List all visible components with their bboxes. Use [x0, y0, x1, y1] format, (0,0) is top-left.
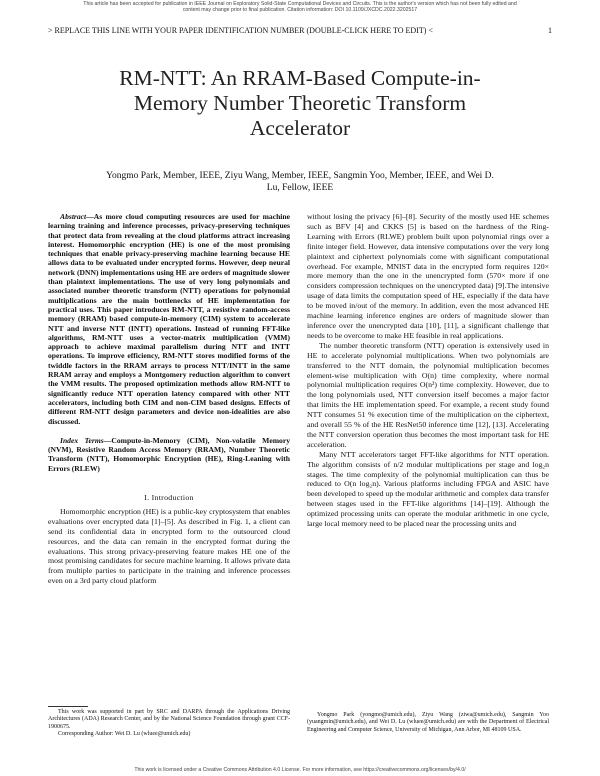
header-identification: > REPLACE THIS LINE WITH YOUR PAPER IDENTIFICATION NUMBER (DOUBLE-CLICK HERE TO EDIT) <	[48, 26, 433, 35]
abstract	[48, 212, 290, 426]
author-list	[60, 170, 540, 194]
banner-line-1: This article has been accepted for publication in IEEE Journal on Exploratory Solid-State Computational Devices and Circuits. This is the author's version which has not been fully edited and	[83, 1, 517, 7]
footnote-affiliations: Yongmo Park (yongmo@umich.edu), Ziyu Wang (ziwa@umich.edu), Sangmin Yoo (yuangmin@umich.edu), and Wei D. Lu (wluee@umich.edu) are with the Department of Electrical Engineering and Computer Science, University of Michigan, Ann Arbor, MI 48109 USA.	[307, 712, 549, 733]
footnote-rule-left	[48, 706, 88, 707]
index-terms	[48, 436, 290, 473]
banner-line-2: content may change prior to final publication. Citation information: DOI 10.1109/JXCDC.2022.3202517	[182, 7, 418, 14]
footnote-right	[307, 712, 549, 734]
abstract-label: Abstract	[60, 212, 87, 221]
right-paragraph-3: Many NTT accelerators target FFT-like algorithms for NTT operation. The algorithm consists of n/2 modular multiplications per stage and log₂n stages. The time complexity of the polynomial multiplication can thus be reduced to O(n log₂n). Various platforms including FPGA and ASIC have been developed to speed up the modular arithmetic and complex data transfer between stages used in the FFT-like algorithms [14]–[19]. Although the optimized processing units can operate the modular arithmetic in one cycle, large local memory need to be placed near the processing units and	[307, 449, 549, 529]
authors-line-1: Yongmo Park, Member, IEEE, Ziyu Wang, Member, IEEE, Sangmin Yoo, Member, IEEE, and Wei D.	[106, 171, 494, 181]
footnote-corresponding-author: Corresponding Author: Wei D. Lu (wluee@umich.edu)	[58, 731, 191, 738]
footnote-left	[48, 709, 290, 739]
right-column	[307, 212, 549, 529]
title-line-3: Accelerator	[249, 116, 351, 140]
journal-banner	[0, 1, 600, 14]
footnote-funding: This work was supported in part by SRC and DARPA through the Applications Driving Architectures (ADA) Research Center, and by the National Science Foundation through grant CCF-1900675.	[48, 709, 290, 730]
right-paragraph-1: without losing the privacy [6]–[8]. Security of the mostly used HE schemes such as BFV [4] and CKKS [5] is based on the hardness of the Ring-Learning with Errors (RLWE) problem built upon polynomial rings over a finite integer field. However, data intensive computations over the very long plaintext and ciphertext polynomials come with significant computational overhead. For example, MNIST data in the encrypted form requires 120× more memory than the one in the unencrypted form (570× more if one considers compression techniques on the unencrypted data) [9].The intensive usage of data limits the computation speed of HE, especially if the data have to be moved in/out of the memory. In addition, even the most advanced HE machine learning inference engines are orders of magnitude slower than inference over the unencrypted data [10], [11], a significant challenge that needs to be overcome to make HE feasible in real applications.	[307, 212, 549, 340]
title-line-2: Memory Number Theoretic Transform	[133, 91, 467, 115]
page-header	[48, 26, 552, 35]
right-paragraph-2: The number theoretic transform (NTT) operation is extensively used in HE to accelerate polynomial multiplications. When two polynomials are transferred to the NTT domain, the polynomial multiplication becomes element-wise multiplication with O(n) time complexity, where normal polynomial multiplication requires O(n²) time complexity. However, due to the long polynomials used, NTT conversion itself becomes a major factor that limits the HE implementation speed. For example, a recent study found NTT consumes 51 % execution time of the multiplication on the ciphertext, and overall 55 % of the HE ResNet50 inference time [12], [13]. Accelerating the NTT conversion operation thus becomes the most important task for HE acceleration.	[307, 340, 549, 449]
section-heading-introduction: I. Introduction	[144, 493, 194, 503]
index-terms-text: —Compute-in-Memory (CIM), Non-volatile Memory (NVM), Resistive Random Access Memory (RRAM), Number Theoretic Transform (NTT), Homomorphic Encryption (HE), Ring-Leaning with Errors (RLEW)	[48, 435, 290, 473]
index-terms-label: Index Terms	[60, 435, 104, 445]
left-column	[48, 212, 290, 586]
abstract-text: —As more cloud computing resources are used for machine learning training and inference processes, privacy-preserving techniques that protect data from revealing at the cloud platforms attract increasing interest. Homomorphic encryption (HE) is one of the most promising techniques that enable privacy-preserving machine learning because HE allows data to be evaluated under encrypted forms. However, deep neural network (DNN) implementations using HE are orders of magnitude slower than plaintext implementations. The use of very long polynomials and associated number theoretic transform (NTT) operations for polynomial multiplications are the main bottlenecks of HE implementation for practical uses. This paper introduces RM-NTT, a resistive random-access memory (RRAM) based compute-in-memory (CIM) system to accelerate NTT and inverse NTT (INTT) operations. Instead of running FFT-like algorithms, RM-NTT uses a vector-matrix multiplication (VMM) approach to achieve maximal parallelism during NTT and INTT operations. To improve efficiency, RM-NTT stores modified forms of the twiddle factors in the RRAM arrays to process NTT/INTT in the same RRAM array and employs a Montgomery reduction algorithm to convert the VMM results. The proposed optimization methods allow RM-NTT to significantly reduce NTT operation latency compared with other NTT accelerators, including both CIM and non-CIM based designs. Effects of different RM-NTT design parameters and device non-idealities are also discussed.	[48, 212, 290, 426]
license-banner: This work is licensed under a Creative Commons Attribution 4.0 License. For more information, see https://creativecommons.org/licenses/by/4.0/	[134, 767, 466, 773]
page-number: 1	[548, 26, 552, 35]
authors-line-2: Lu, Fellow, IEEE	[266, 183, 334, 193]
intro-paragraph-1: Homomorphic encryption (HE) is a public-key cryptosystem that enables evaluations over encrypted data [1]–[5]. As described in Fig. 1, a client can send its confidential data in encrypted form to the outsourced cloud resources, and the data can remain in the encrypted format during the evaluations. This strong privacy-preserving feature makes HE one of the most promising candidates for secure machine learning. It allows private data from multiple parties to participate in the training and inference processes even on a 3rd party cloud platform	[48, 506, 290, 586]
paper-title	[60, 66, 540, 141]
title-line-1: RM-NTT: An RRAM-Based Compute-in-	[119, 66, 481, 90]
